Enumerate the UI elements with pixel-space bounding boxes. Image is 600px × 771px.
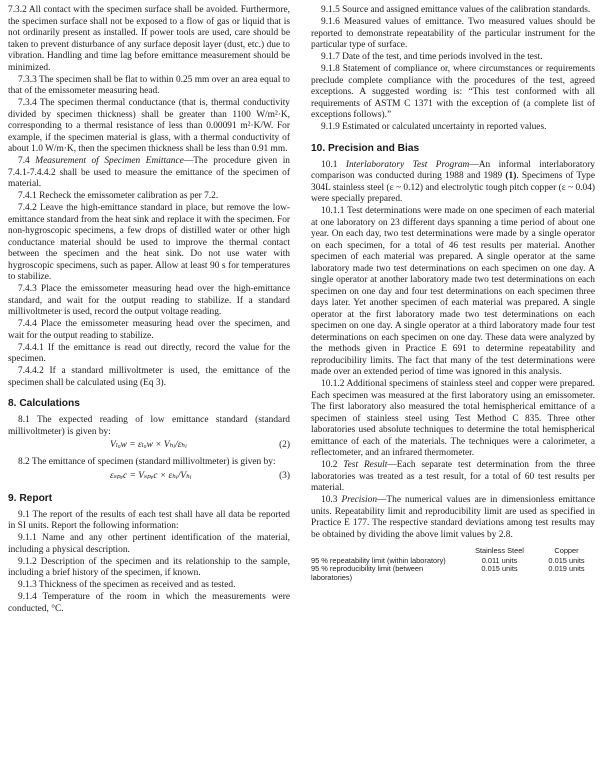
para-10-1-1: 10.1.1 Test determinations were made on one specimen of each material at one laboratory on 23 different days spanning a time period of about one year. On each day, two test determinations were made by a single operator on each specimen, for a total of 46 test results per material. Another specimen of each material was prepared. A single operator at the same laboratory made two test determinations on each specimen on one day. A single operator at another laboratory made two test determinations on each specimen on one day and four test determinations on each specimen three days later. Yet another specimen of each material was prepared. A single operator at the first laboratory made two test determinations on each specimen on one day. A single operator at a third laboratory made four test determinations on each specimen on one day. These data were analyzed by the methods given in Practice E 691 to determine repeatability and reproducibility limits. The fact that many of the test determinations were made over an extended period of time was ignored in this analysis. [311,206,595,377]
para-10-3-title: Precision [341,495,378,505]
equation-2-expression: Vₗₒw = εₗₒw × Vₕᵢ/εₕᵢ [110,440,187,450]
para-7-4-1: 7.4.1 Recheck the emissometer calibration as per 7.2. [18,191,219,201]
cell-value: 0.019 units [548,564,585,573]
para-7-4-title: Measurement of Specimen Emittance [35,156,184,166]
para-7-4 [8,156,290,191]
para-7-4-body: —The procedure given in 7.4.1-7.4.4.2 shall be used to measure the emittance of the specimen of material. [8,156,290,189]
para-10-3-body: —The numerical values are in dimensionless emittance units. Repeatability limit and reproducibility limit are used as specified in Practice E 177. The respective standard deviations among test results may be obtained by dividing the above limit values by 2.8. [311,495,595,540]
para-10-1-2: 10.1.2 Additional specimens of stainless steel and copper were prepared. Each specimen was measured at the first laboratory using an emissometer. The first laboratory also measured the total hemispherical emittance of a specimen of stainless steel using Test Method C 835. Three other laboratories used absolute techniques to determine the total hemispherical emittance of each of the materials. The techniques were a calorimeter, a reflectometer, and an infrared thermometer. [311,379,595,458]
para-8-1: 8.1 The expected reading of low emittance standard (standard millivoltmeter) is given by: [8,415,290,437]
right-column [311,5,595,582]
reference-citation: (1) [505,171,517,181]
column-header-copper: Copper [554,546,579,555]
equation-3-number: (3) [279,470,290,481]
para-9-1-4: 9.1.4 Temperature of the room in which the measurements were conducted, °C. [8,592,290,614]
para-7-3-2: 7.3.2 All contact with the specimen surface shall be avoided. Furthermore, the specimen surface shall not be exposed to a flow of gas or liquid that is not ordinarily present as installed. If power tools are used, care should be taken to prevent disturbance of any surface deposit layer (dust, etc.) due to vibration. Handling and time lag before emittance measurement should be minimized. [8,5,290,73]
column-header-stainless-steel: Stainless Steel [475,546,524,555]
para-7-4-2: 7.4.2 Leave the high-emittance standard in place, but remove the low-emittance standard from the heat sink and replace it with the specimen. For non-hygroscopic specimens, a few drops of distilled water or other high conductance material should be used to improve the thermal contact between the specimen and the heat sink. Do not use water with hygroscopic specimens, such as paper. Allow at least 90 s for temperatures to stabilize. [8,203,290,282]
section-8-heading: 8. Calculations [8,398,80,409]
para-9-1-9: 9.1.9 Estimated or calculated uncertainty in reported values. [321,122,547,132]
equation-3 [8,471,290,484]
para-7-4-number: 7.4 [18,156,30,166]
equation-2 [8,440,290,453]
para-10-2 [311,460,595,495]
para-9-1-3: 9.1.3 Thickness of the specimen as received and as tested. [18,580,236,590]
para-9-1-8: 9.1.8 Statement of compliance or, where circumstances or requirements preclude complete compliance with the procedures of the test, agreed exceptions. A suggested wording is: “This test conformed with all requirements of ASTM C 1371 with the exception of (a complete list of exceptions follows).” [311,64,595,120]
para-7-4-4: 7.4.4 Place the emissometer measuring head over the specimen, and wait for the output reading to stabilize. [8,319,290,341]
section-10-heading: 10. Precision and Bias [311,142,420,154]
table-row [311,565,595,582]
cell-value: 0.015 units [481,564,518,573]
para-9-1-7: 9.1.7 Date of the test, and time periods involved in the test. [321,52,543,62]
para-9-1-6: 9.1.6 Measured values of emittance. Two measured values should be reported to demonstrate repeatability of the particular instrument for the particular type of surface. [311,17,595,50]
para-7-3-4: 7.3.4 The specimen thermal conductance (that is, thermal conductivity divided by specimen thickness) shall be greater than 1100 W/m²·K, corresponding to a thermal resistance of less than 0.00091 m²·K/W. For example, if the specimen material is glass, with a thermal conductivity of about 1.0 W/m·K, then the specimen thickness shall be less than 0.91 mm. [8,98,290,154]
section-9-heading: 9. Report [8,492,53,504]
left-column [8,5,290,616]
para-10-3-number: 10.3 [321,495,338,505]
equation-3-expression: εₛₚₑc = Vₛₚₑc × εₕᵢ/Vₕᵢ [110,470,192,481]
para-10-2-title: Test Result [343,460,388,470]
cell-value: 0.015 units [548,555,585,565]
para-7-4-4-1: 7.4.4.1 If the emittance is read out directly, record the value for the specimen. [8,342,290,364]
para-9-1-2: 9.1.2 Description of the specimen and its relationship to the sample, including a brief history of the specimen, if known. [8,556,290,578]
equation-2-number: (2) [279,440,290,450]
para-10-1-number: 10.1 [321,159,338,170]
precision-table [311,547,595,582]
para-7-4-3: 7.4.3 Place the emissometer measuring head over the high-emittance standard, and wait for the output reading to stabilize. If a standard millivoltmeter is used, record the output voltage reading. [8,284,290,317]
para-10-1 [311,160,595,206]
para-10-1-title: Interlaboratory Test Program [345,159,470,170]
para-9-1-1: 9.1.1 Name and any other pertinent identification of the material, including a physical description. [8,533,290,555]
para-7-4-4-2: 7.4.4.2 If a standard millivoltmeter is used, the emittance of the specimen shall be calculated using (Eq 3). [8,366,290,388]
para-10-3 [311,495,595,541]
row-label-repeatability: 95 % repeatability limit (within laboratory) [311,555,446,565]
cell-value: 0.011 units [481,555,518,565]
para-10-1-text-b: . Specimens of Type 304L stainless steel (ε ~ 0.12) and electrolytic tough pitch copper (ε ~ 0.04) were specially prepared. [311,171,595,204]
para-10-2-body: —Each separate test determination from the three laboratories was treated as a test result, for a total of 60 test results per material. [311,460,596,493]
row-label-reproducibility: 95 % reproducibility limit (between laboratories) [311,564,424,582]
para-10-1-text-a: —An informal interlaboratory comparison was conducted during 1988 and 1989 [311,159,595,181]
para-10-2-number: 10.2 [321,460,338,470]
para-8-2: 8.2 The emittance of specimen (standard millivoltmeter) is given by: [18,457,276,467]
para-9-1-5: 9.1.5 Source and assigned emittance values of the calibration standards. [321,5,591,15]
para-9-1: 9.1 The report of the results of each test shall have all data be reported in SI units. Report the following information: [8,509,290,531]
para-7-3-3: 7.3.3 The specimen shall be flat to within 0.25 mm over an area equal to that of the emissometer measuring head. [8,74,290,96]
